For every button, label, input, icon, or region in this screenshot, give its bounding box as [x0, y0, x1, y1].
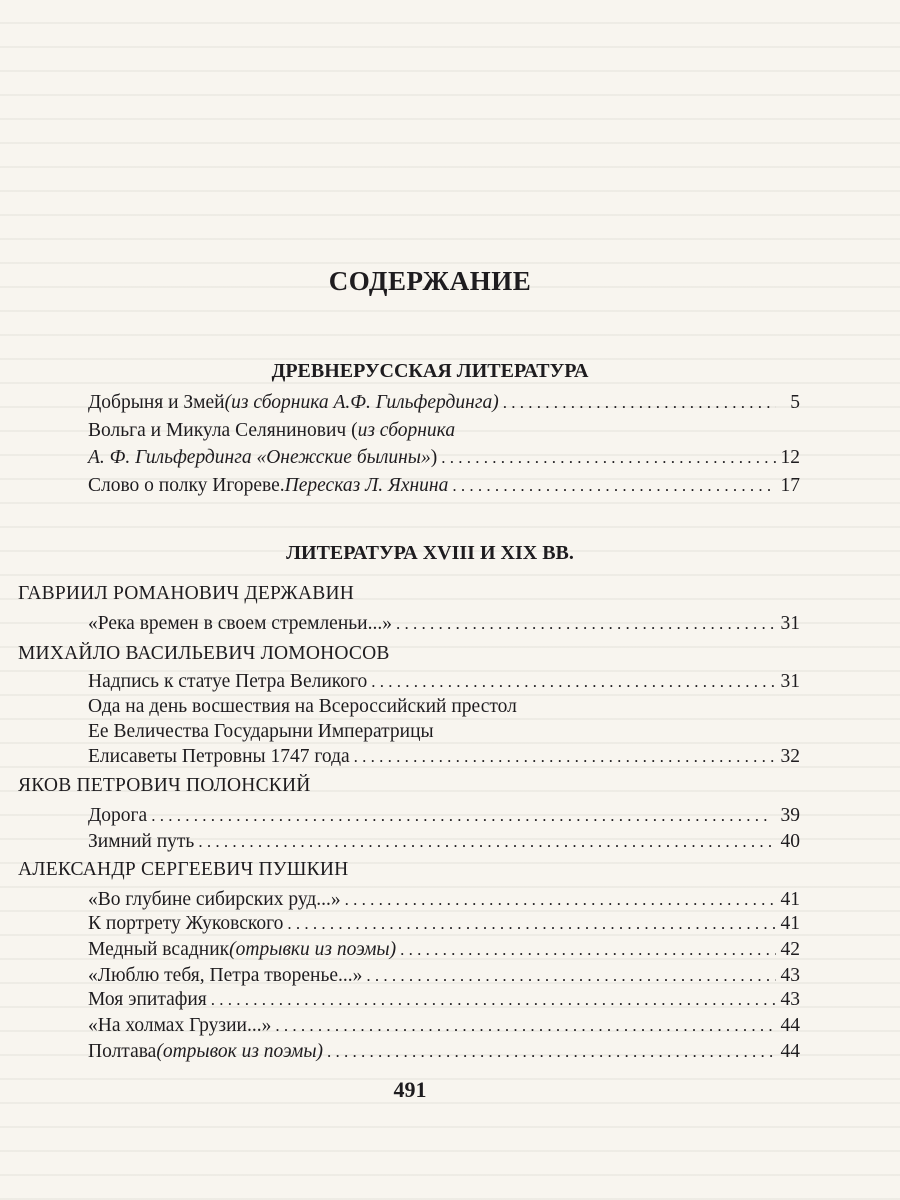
author-name: АЛЕКСАНДР СЕРГЕЕВИЧ ПУШКИН: [18, 859, 349, 880]
toc-entry: [88, 939, 800, 965]
entry-title: Ода на день восшествия на Всероссийский престол: [88, 696, 517, 717]
entry-page: 40: [780, 831, 800, 852]
entry-title: К портрету Жуковского: [88, 913, 284, 934]
entry-page: 44: [780, 1041, 800, 1062]
entry-note: Пересказ Л. Яхнина: [284, 475, 449, 496]
page-number: 491: [393, 1077, 427, 1102]
toc-entry: [88, 805, 800, 831]
toc-entry: [88, 913, 800, 939]
dot-leader: [345, 890, 776, 910]
dot-leader: [503, 393, 776, 413]
entry-page: 41: [780, 913, 800, 934]
toc-entry: [88, 613, 800, 639]
entry-page: 17: [780, 475, 800, 496]
section-heading-18-19-century: ЛИТЕРАТУРА XVIII И XIX ВВ.: [286, 542, 574, 564]
entry-page: 5: [790, 392, 800, 413]
entry-note: (отрывок из поэмы): [156, 1041, 324, 1062]
dot-leader: [287, 914, 776, 934]
toc-entry: [88, 965, 800, 991]
entry-page: 32: [780, 746, 800, 767]
entry-title: Слово о полку Игореве.: [88, 475, 285, 496]
author-name: МИХАЙЛО ВАСИЛЬЕВИЧ ЛОМОНОСОВ: [18, 643, 390, 664]
author-name: ГАВРИИЛ РОМАНОВИЧ ДЕРЖАВИН: [18, 583, 355, 604]
entry-note: А. Ф. Гильфердинга «Онежские былины»: [88, 447, 431, 468]
entry-title: «Люблю тебя, Петра творенье...»: [88, 965, 363, 986]
entry-page: 12: [780, 447, 800, 468]
entry-page: 44: [780, 1015, 800, 1036]
toc-entry: [88, 746, 800, 772]
entry-title: «На холмах Грузии...»: [88, 1015, 272, 1036]
dot-leader: [275, 1016, 776, 1036]
entry-page: 43: [780, 965, 800, 986]
entry-title: Надпись к статуе Петра Великого: [88, 671, 368, 692]
entry-title: Моя эпитафия: [88, 989, 207, 1010]
toc-entry: [88, 671, 800, 697]
dot-leader: [211, 990, 776, 1010]
entry-title: ): [430, 447, 438, 468]
entry-title: Добрыня и Змей: [88, 392, 225, 413]
dot-leader: [327, 1042, 776, 1062]
dot-leader: [354, 747, 776, 767]
entry-title: Дорога: [88, 805, 148, 826]
dot-leader: [400, 940, 776, 960]
entry-note: из сборника: [357, 420, 456, 441]
dot-leader: [452, 476, 776, 496]
dot-leader: [366, 966, 776, 986]
entry-note: (отрывки из поэмы): [229, 939, 397, 960]
entry-page: 39: [780, 805, 800, 826]
entry-page: 31: [780, 671, 800, 692]
entry-page: 42: [780, 939, 800, 960]
entry-title: Медный всадник: [88, 939, 230, 960]
toc-entry: [88, 696, 517, 722]
entry-title: «Во глубине сибирских руд...»: [88, 889, 341, 910]
toc-entry: [88, 1041, 800, 1067]
entry-title: Ее Величества Государыни Императрицы: [88, 721, 434, 742]
toc-entry: [88, 1015, 800, 1041]
toc-entry: [88, 447, 800, 473]
toc-entry: [88, 475, 800, 501]
dot-leader: [441, 448, 776, 468]
entry-title: Елисаветы Петровны 1747 года: [88, 746, 350, 767]
page-title: СОДЕРЖАНИЕ: [328, 266, 532, 296]
toc-entry: [88, 392, 800, 418]
toc-entry: [88, 831, 800, 857]
toc-entry: [88, 989, 800, 1015]
toc-entry: [88, 721, 434, 747]
toc-entry: [88, 420, 455, 446]
entry-title: Вольга и Микула Селянинович (: [88, 420, 358, 441]
dot-leader: [371, 672, 776, 692]
section-heading-old-russian: ДРЕВНЕРУССКАЯ ЛИТЕРАТУРА: [271, 360, 589, 382]
dot-leader: [198, 832, 776, 852]
entry-title: Зимний путь: [88, 831, 195, 852]
entry-page: 43: [780, 989, 800, 1010]
author-name: ЯКОВ ПЕТРОВИЧ ПОЛОНСКИЙ: [18, 775, 311, 796]
dot-leader: [396, 614, 776, 634]
entry-page: 31: [780, 613, 800, 634]
dot-leader: [151, 806, 776, 826]
entry-note: (из сборника А.Ф. Гильфердинга): [224, 392, 499, 413]
toc-entry: [88, 889, 800, 915]
entry-title: Полтава: [88, 1041, 157, 1062]
entry-page: 41: [780, 889, 800, 910]
entry-title: «Река времен в своем стремленьи...»: [88, 613, 392, 634]
